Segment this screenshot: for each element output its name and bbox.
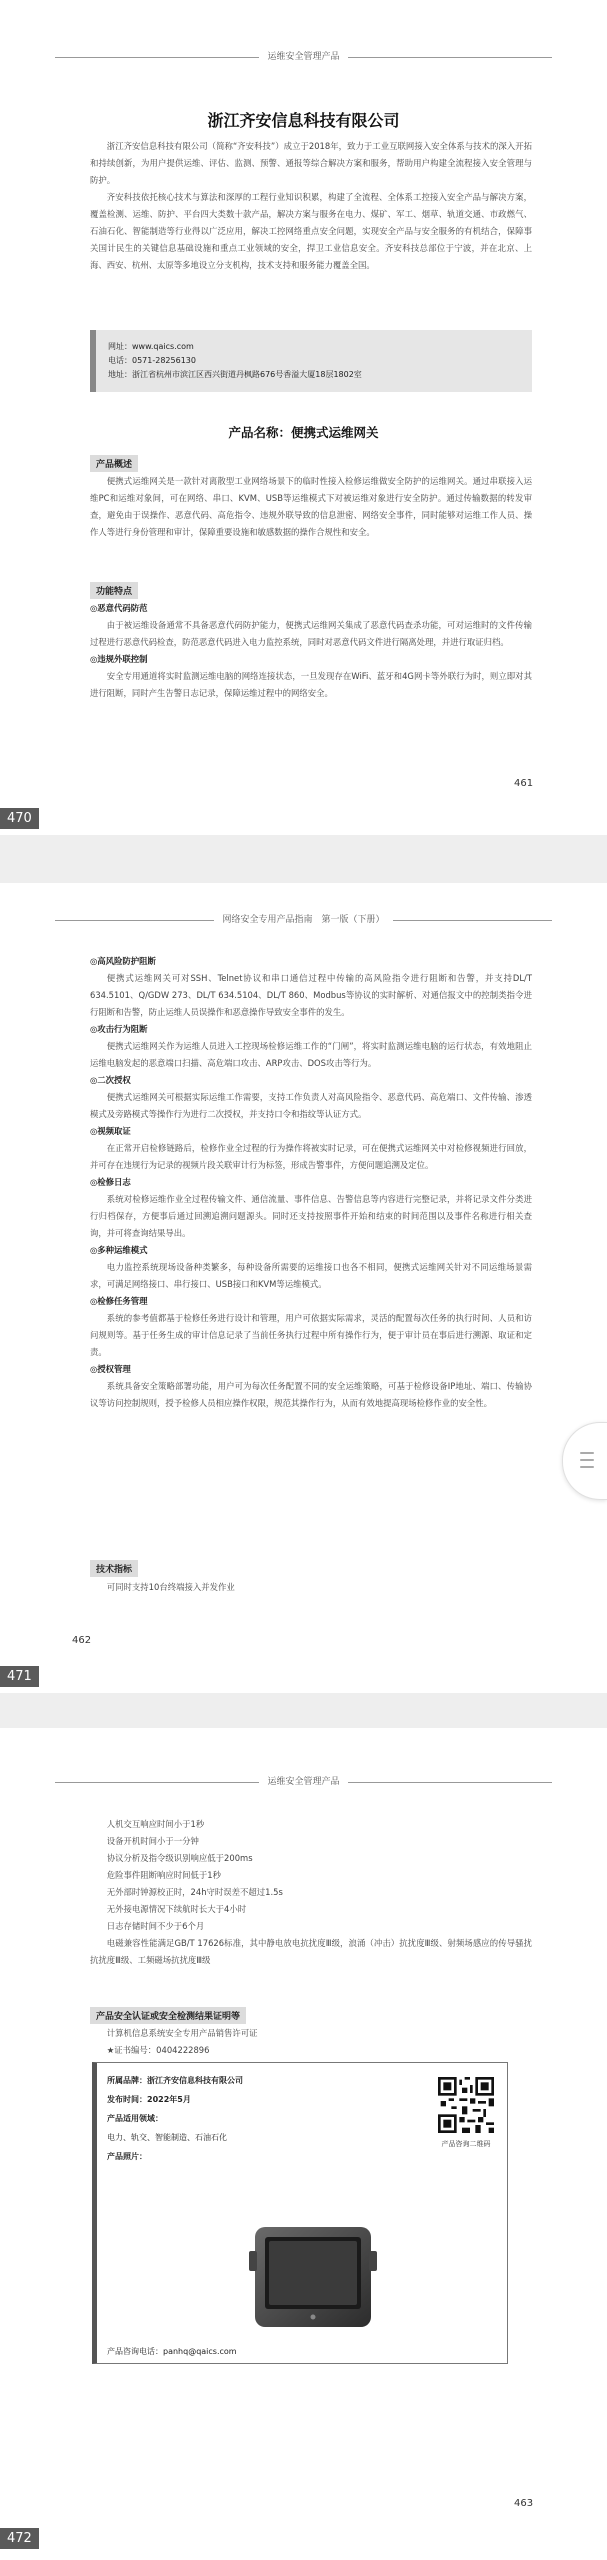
intro-paragraph: 浙江齐安信息科技有限公司（简称“齐安科技”）成立于2018年，致力于工业互联网接入安全体系与技术的深入开拓和持续创新，为用户提供运维、评估、监测、预警、通报等综合解决方案和服务，帮助用户构建全流程接入安全管理与防护。 (90, 141, 532, 185)
page-number: 461 (514, 778, 534, 789)
certificate-name: 计算机信息系统安全专用产品销售许可证 (106, 2028, 258, 2038)
tech-line (90, 1579, 532, 1596)
tech-spec-item: 无外部时钟源校正时，24h守时误差不超过1.5s (106, 1887, 283, 1897)
page-number: 462 (72, 1635, 92, 1646)
feature-text: 安全专用通道将实时监测运维电脑的网络连接状态，一旦发现存在WiFi、蓝牙和4G网卡等外联行为时，则立即对其进行阻断，同时产生告警日志记录，保障运维过程中的网络安全。 (90, 671, 532, 698)
field-values: 电力、轨交、智能制造、石油石化 (107, 2133, 227, 2142)
feature-title: ◎二次授权 (90, 1075, 131, 1085)
menu-lines-icon (580, 1452, 594, 1473)
feature-text: 电力监控系统现场设备种类繁多，每种设备所需要的运维接口也各不相同，便携式运维网关针对不同运维场景需求，可满足网络接口、串行接口、USB接口和KVM等运维模式。 (90, 1262, 532, 1289)
running-header-text: 网络安全专用产品指南 第一版（下册） (214, 915, 392, 925)
intro-paragraph: 齐安科技依托核心技术与算法和深厚的工程行业知识积累，构建了全流程、全体系工控接入安全产品与解决方案，覆盖检测、运维、防护、平台四大类数十款产品，解决方案与服务在电力、煤矿、军工、烟草、轨道交通、市政燃气、石油石化、智能制造等行业得以广泛应用，解决工控网络重点安全问题，实现安全产品与安全服务的有机结合，保障事关国计民生的关键信息基础设施和重点工业领域的安全，捍卫工业信息安全。齐安科技总部位于宁波，并在北京、上海、西安、杭州、太原等多地设立分支机构，技术支持和服务能力覆盖全国。 (90, 192, 532, 270)
running-header-text: 运维安全管理产品 (259, 1777, 347, 1787)
feature-list-continued (90, 953, 532, 1412)
section-heading-tech: 技术指标 (90, 1560, 138, 1577)
feature-text: 便携式运维网关可对SSH、Telnet协议和串口通信过程中传输的高风险指令进行阻断和告警，并支持DL/T 634.5101、Q/GDW 273、DL/T 634.5104、DL/T 860、Modbus等协议的实时解析、对通信报文中的控制类指令进行阻断和告警，防止运维人员误操作和恶意操作导致安全事件的发生。 (90, 973, 532, 1017)
certificate-number: ★证书编号：0404222896 (106, 2045, 210, 2055)
page-462 (0, 883, 607, 1693)
contact-box (90, 330, 532, 392)
feature-title: ◎视频取证 (90, 1126, 131, 1136)
feature-text: 便携式运维网关作为运维人员进入工控现场检修运维工作的“门闸”，将实时监测运维电脑的运行状态，有效地阻止运维电脑发起的恶意端口扫描、高危端口攻击、ARP攻击、DOS攻击等行为。 (90, 1041, 532, 1068)
running-header (55, 1775, 552, 1789)
feature-title: ◎检修日志 (90, 1177, 131, 1187)
tech-spec-item: 无外接电源情况下续航时长大于4小时 (106, 1904, 247, 1914)
feature-text: 系统具备安全策略部署功能，用户可为每次任务配置不同的安全运维策略，可基于检修设备IP地址、端口、传输协议等访问控制规则，授予检修人员相应操作权限，规范其操作行为，从而有效地提高现场检修作业的安全性。 (90, 1381, 532, 1408)
running-header-text: 运维安全管理产品 (259, 52, 347, 62)
features-list (90, 600, 532, 702)
tech-spec-item: 危险事件阻断响应时间低于1秒 (106, 1870, 221, 1880)
feature-text: 系统的参考值都基于检修任务进行设计和管理，用户可依据实际需求，灵活的配置每次任务的执行时间、人员和访问规则等。基于任务生成的审计信息记录了当前任务执行过程中所有操作行为，便于审计员在事后进行溯源、取证和定责。 (90, 1313, 532, 1357)
product-title: 产品名称：便携式运维网关 (228, 425, 379, 440)
tech-spec-item: 设备开机时间小于一分钟 (106, 1836, 199, 1846)
photo-label: 产品照片： (107, 2152, 147, 2161)
feature-text: 在正常开启检修链路后，检修作业全过程的行为操作将被实时记录，可在便携式运维网关中对检修视频进行回放，并可存在违规行为记录的视频片段关联审计行为标签，形成告警事件，方便问题追溯及定位。 (90, 1143, 532, 1170)
feature-text: 由于被运维设备通常不具备恶意代码防护能力，便携式运维网关集成了恶意代码查杀功能，可对运维时的文件传输过程进行恶意代码检查，防范恶意代码进入电力监控系统，同时对恶意代码文件进行隔离处理，并进行取证归档。 (90, 620, 532, 647)
tech-spec-list (90, 1816, 532, 1969)
brand-line: 所属品牌：浙江齐安信息科技有限公司 (107, 2076, 243, 2085)
feature-title: ◎检修任务管理 (90, 1296, 148, 1306)
feature-text: 系统对检修运维作业全过程传输文件、通信流量、事件信息、告警信息等内容进行完整记录，并将记录文件分类进行归档保存，方便事后通过回溯追溯问题源头。同时还支持按照事件开始和结束的时间范围以及事件名称进行相关查询，并可将查询结果导出。 (90, 1194, 532, 1238)
overview-text (90, 473, 532, 541)
contact-email: 产品咨询电话：panhq@qaics.com (107, 2347, 237, 2356)
tech-spec-item: 人机交互响应时间小于1秒 (106, 1819, 205, 1829)
page-index-badge: 471 (0, 1666, 39, 1687)
section-heading-overview: 产品概述 (90, 455, 138, 472)
page-index-badge: 472 (0, 2528, 39, 2549)
qr-code-icon (438, 2077, 494, 2133)
section-heading-certification: 产品安全认证或安全检测结果证明等 (90, 2007, 246, 2024)
tech-spec-item: 电磁兼容性能满足GB/T 17626标准，其中静电放电抗扰度Ⅲ级，浪涌（冲击）抗扰度Ⅲ级、射频场感应的传导骚扰抗扰度Ⅲ级、工频磁场抗扰度Ⅲ级 (90, 1938, 532, 1965)
company-intro (90, 138, 532, 274)
overview-paragraph: 便携式运维网关是一款针对离散型工业网络场景下的临时性接入检修运维做安全防护的运维网关。通过串联接入运维PC和运维对象间，可在网络、串口、KVM、USB等运维模式下对被运维对象进行安全防护。通过传输数据的转发审查，避免由于误操作、恶意代码、高危指令、违规外联导致的信息泄密、网络安全事件，同时能够对运维工作人员、操作人等进行身份管理和审计，保障重要设施和敏感数据的操作合规性和安全。 (90, 476, 532, 537)
company-title: 浙江齐安信息科技有限公司 (207, 111, 400, 130)
page-index-badge: 470 (0, 808, 39, 829)
feature-title: ◎多种运维模式 (90, 1245, 148, 1255)
feature-title: ◎高风险防护阻断 (90, 956, 156, 966)
section-heading-features: 功能特点 (90, 582, 138, 599)
running-header (55, 50, 552, 64)
feature-title: ◎授权管理 (90, 1364, 131, 1374)
product-info-card (92, 2062, 508, 2364)
qr-caption: 产品咨询二维码 (441, 2140, 491, 2148)
release-date: 发布时间：2022年5月 (107, 2095, 191, 2104)
tech-spec-item: 可同时支持10台终端接入并发作业 (106, 1582, 235, 1592)
feature-title: ◎违规外联控制 (90, 654, 148, 664)
device-photo (249, 2221, 377, 2333)
contact-website: 网址：www.qaics.com (108, 342, 194, 351)
contact-phone: 电话：0571-28256130 (108, 356, 196, 365)
product-info (107, 2071, 243, 2166)
feature-title: ◎攻击行为阻断 (90, 1024, 148, 1034)
page-number: 463 (514, 2498, 534, 2509)
field-label: 产品适用领域： (107, 2114, 163, 2123)
tech-spec-item: 协议分析及指令级识别响应低于200ms (106, 1853, 253, 1863)
contact-address: 地址：浙江省杭州市滨江区西兴街道丹枫路676号香溢大厦18层1802室 (108, 370, 362, 379)
tech-spec-item: 日志存储时间不少于6个月 (106, 1921, 205, 1931)
page-461 (0, 0, 607, 835)
running-header (55, 913, 552, 927)
feature-text: 便携式运维网关可根据实际运维工作需要，支持工作负责人对高风险指令、恶意代码、高危端口、文件传输、渗透模式及旁路模式等操作行为进行二次授权，并支持口令和指纹等认证方式。 (90, 1092, 532, 1119)
feature-title: ◎恶意代码防范 (90, 603, 148, 613)
